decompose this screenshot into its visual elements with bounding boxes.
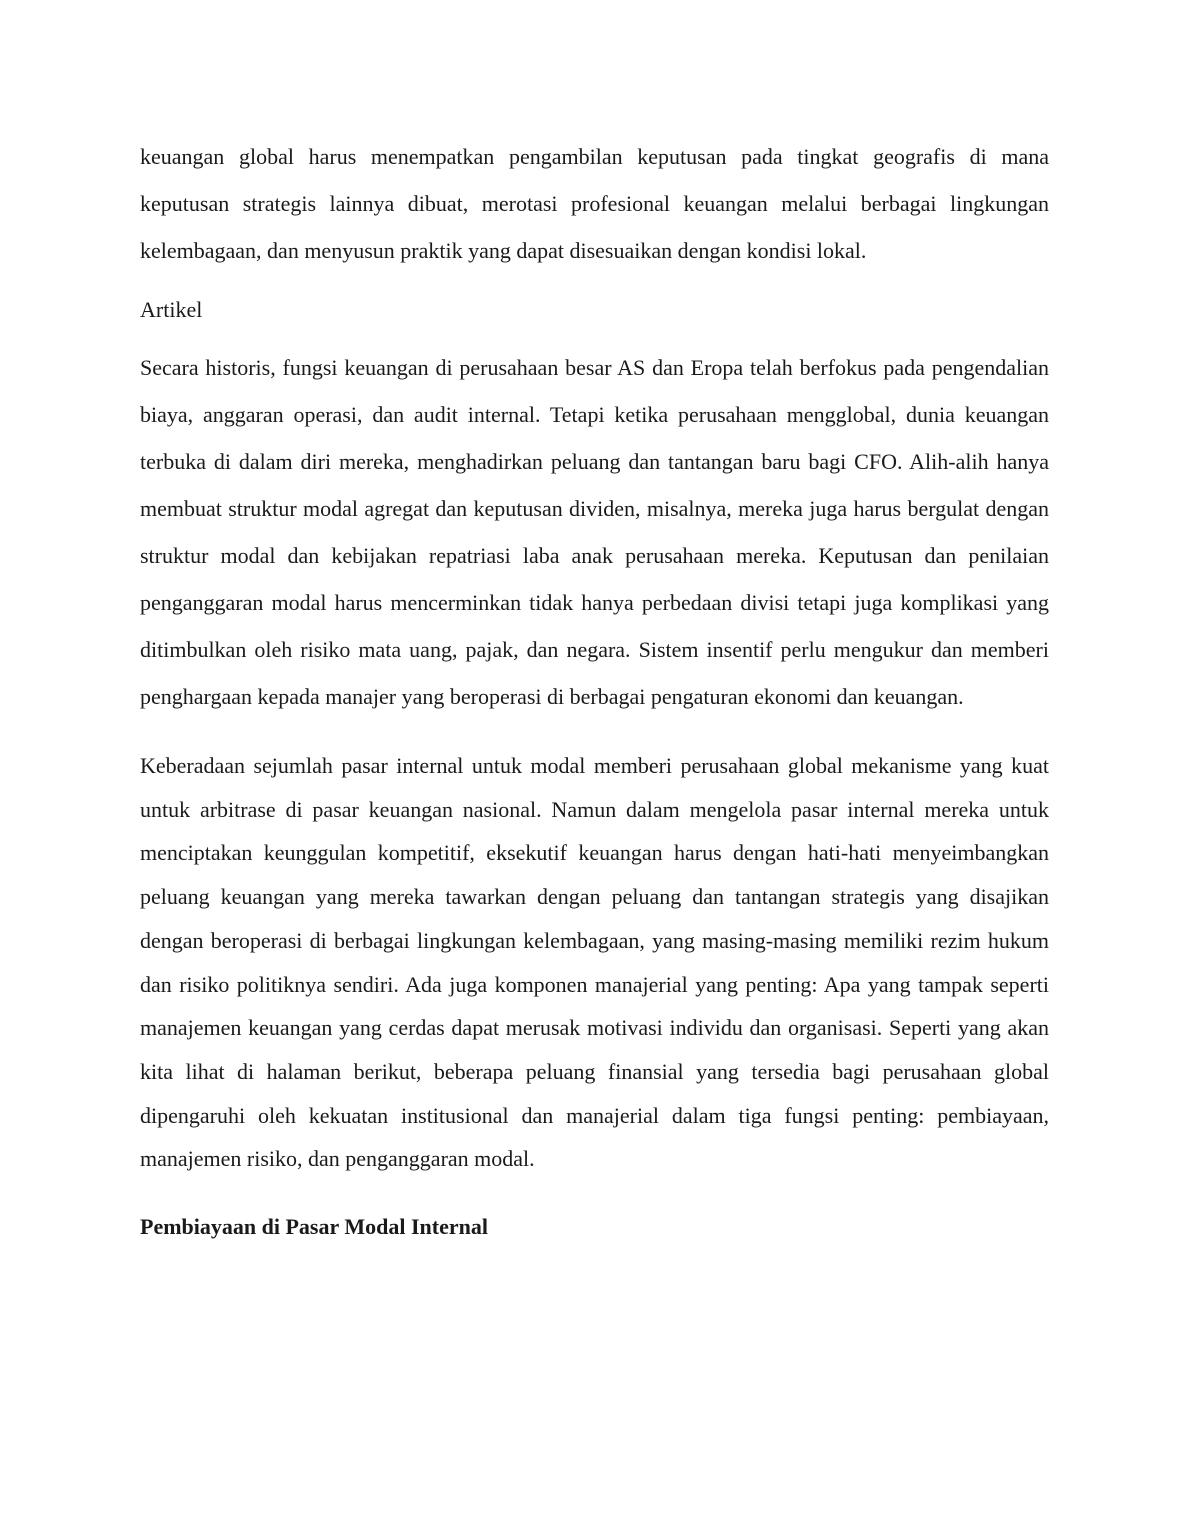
internal-markets-paragraph: Keberadaan sejumlah pasar internal untuk modal memberi perusahaan global mekanisme yang kuat untuk arbitrase di pasar keuangan nasional. Namun dalam mengelola pasar internal mereka untuk menciptakan keunggulan kompetitif, eksekutif keuangan harus dengan hati-hati menyeimbangkan peluang keuangan yang mereka tawarkan dengan peluang dan tantangan strategis yang disajikan dengan beroperasi di berbagai lingkungan kelembagaan, yang masing-masing memiliki rezim hukum dan risiko politiknya sendiri. Ada juga komponen manajerial yang penting: Apa yang tampak seperti manajemen keuangan yang cerdas dapat merusak motivasi individu dan organisasi. Seperti yang akan kita lihat di halaman berikut, beberapa peluang finansial yang tersedia bagi perusahaan global dipengaruhi oleh kekuatan institusional dan manajerial dalam tiga fungsi penting: pembiayaan, manajemen risiko, dan penganggaran modal.	[140, 753, 1049, 1172]
section-heading: Pembiayaan di Pasar Modal Internal	[140, 1214, 488, 1240]
intro-paragraph: keuangan global harus menempatkan pengambilan keputusan pada tingkat geografis di mana keputusan strategis lainnya dibuat, merotasi profesional keuangan melalui berbagai lingkungan kelembagaan, dan menyusun praktik yang dapat disesuaikan dengan kondisi lokal.	[140, 144, 1049, 263]
section-label: Artikel	[140, 297, 203, 322]
document-body	[140, 133, 1049, 1239]
history-paragraph: Secara historis, fungsi keuangan di perusahaan besar AS dan Eropa telah berfokus pada pengendalian biaya, anggaran operasi, dan audit internal. Tetapi ketika perusahaan mengglobal, dunia keuangan terbuka di dalam diri mereka, menghadirkan peluang dan tantangan baru bagi CFO. Alih-alih hanya membuat struktur modal agregat dan keputusan dividen, misalnya, mereka juga harus bergulat dengan struktur modal dan kebijakan repatriasi laba anak perusahaan mereka. Keputusan dan penilaian penganggaran modal harus mencerminkan tidak hanya perbedaan divisi tetapi juga komplikasi yang ditimbulkan oleh risiko mata uang, pajak, dan negara. Sistem insentif perlu mengukur dan memberi penghargaan kepada manajer yang beroperasi di berbagai pengaturan ekonomi dan keuangan.	[140, 355, 1049, 709]
